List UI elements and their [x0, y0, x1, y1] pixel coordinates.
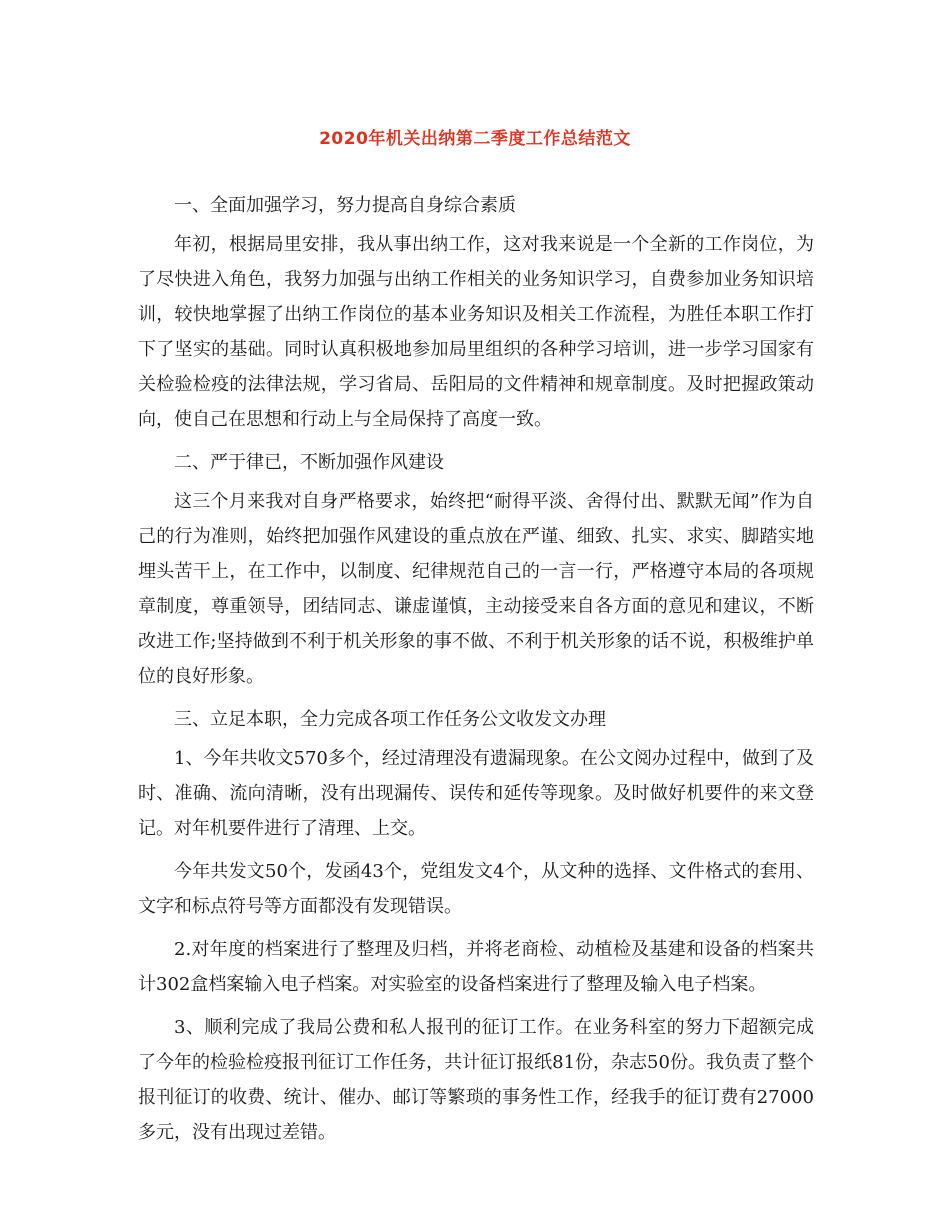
paragraph: 1、今年共收文570多个，经过清理没有遗漏现象。在公文阅办过程中，做到了及时、准确、流向清晰，没有出现漏传、误传和延传等现象。及时做好机要件的来文登记。对年机要件进行了清理、上交。	[138, 748, 814, 839]
paragraph: 年初，根据局里安排，我从事出纳工作，这对我来说是一个全新的工作岗位，为了尽快进入角色，我努力加强与出纳工作相关的业务知识学习，自费参加业务知识培训，较快地掌握了出纳工作岗位的基本业务知识及相关工作流程，为胜任本职工作打下了坚实的基础。同时认真积极地参加局里组织的各种学习培训，进一步学习国家有关检验检疫的法律法规，学习省局、岳阳局的文件精神和规章制度。及时把握政策动向，使自己在思想和行动上与全局保持了高度一致。	[138, 234, 814, 430]
paragraph: 今年共发文50个，发函43个，党组发文4个，从文种的选择、文件格式的套用、文字和标点符号等方面都没有发现错误。	[138, 861, 814, 917]
section-heading-3: 三、立足本职，全力完成各项工作任务公文收发文办理	[174, 709, 606, 730]
document-body	[138, 188, 814, 1158]
paragraph: 3、顺利完成了我局公费和私人报刊的征订工作。在业务科室的努力下超额完成了今年的检验检疫报刊征订工作任务，共计征订报纸81份，杂志50份。我负责了整个报刊征订的收费、统计、催办、邮订等繁琐的事务性工作，经我手的征订费有27000多元，没有出现过差错。	[138, 1017, 814, 1143]
paragraph: 2.对年度的档案进行了整理及归档，并将老商检、动植检及基建和设备的档案共计302盒档案输入电子档案。对实验室的设备档案进行了整理及输入电子档案。	[138, 939, 814, 995]
paragraph: 这三个月来我对自身严格要求，始终把“耐得平淡、舍得付出、默默无闻”作为自己的行为准则，始终把加强作风建设的重点放在严谨、细致、扎实、求实、脚踏实地埋头苦干上，在工作中，以制度、纪律规范自己的一言一行，严格遵守本局的各项规章制度，尊重领导，团结同志、谦虚谨慎，主动接受来自各方面的意见和建议，不断改进工作;坚持做到不利于机关形象的事不做、不利于机关形象的话不说，积极维护单位的良好形象。	[138, 491, 814, 687]
section-heading-2: 二、严于律已，不断加强作风建设	[174, 452, 444, 473]
section-heading-1: 一、全面加强学习，努力提高自身综合素质	[174, 195, 516, 216]
document-title: 2020年机关出纳第二季度工作总结范文	[319, 129, 631, 149]
